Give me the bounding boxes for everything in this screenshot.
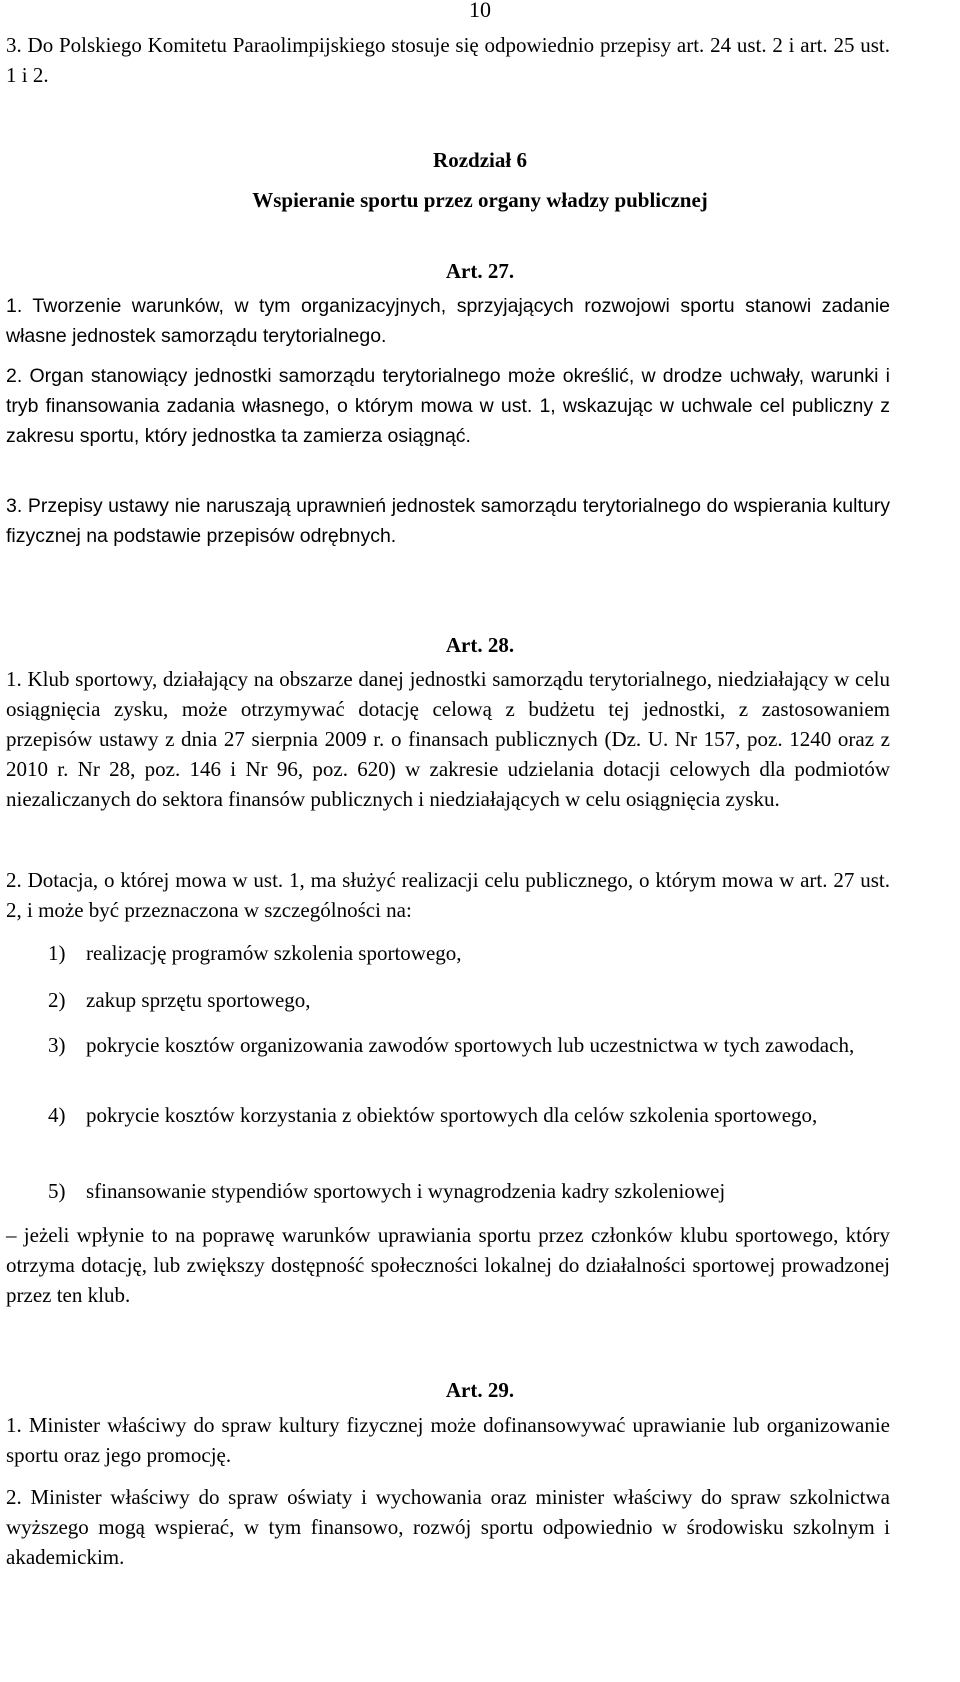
art29-heading: Art. 29. [445, 1378, 515, 1402]
list-item-number: 4) [48, 1103, 66, 1127]
art28-closing-clause: – jeżeli wpłynie to na poprawę warunków uprawiania sportu przez członków klubu sportowego, który otrzyma dotację, lub zwiększy dostępność społeczności lokalnej do działalności sportowej prowadzonej przez ten klub. [6, 1223, 890, 1307]
list-item-number: 5) [48, 1179, 66, 1203]
list-item-number: 2) [48, 988, 66, 1012]
list-item [48, 1030, 890, 1060]
list-item-text: pokrycie kosztów korzystania z obiektów sportowych dla celów szkolenia sportowego, [86, 1103, 818, 1127]
art28-paragraph-1: 1. Klub sportowy, działający na obszarze danej jednostki samorządu terytorialnego, niedziałający w celu osiągnięcia zysku, może otrzymywać dotację celową z budżetu tej jednostki, z zastosowaniem przepisów ustawy z dnia 27 sierpnia 2009 r. o finansach publicznych (Dz. U. Nr 157, poz. 1240 oraz z 2010 r. Nr 28, poz. 146 i Nr 96, poz. 620) w zakresie udzielania dotacji celowych dla podmiotów niezaliczanych do sektora finansów publicznych i niedziałających w celu osiągnięcia zysku. [6, 667, 890, 811]
list-item [48, 938, 890, 968]
art27-heading: Art. 27. [445, 259, 515, 283]
art27-paragraph-2: 2. Organ stanowiący jednostki samorządu terytorialnego może określić, w drodze uchwały, warunki i tryb finansowania zadania własnego, o którym mowa w ust. 1, wskazując w uchwale cel publiczny z zakresu sportu, który jednostka ta zamierza osiągnąć. [6, 365, 890, 447]
chapter-label: Rozdział 6 [433, 148, 527, 172]
list-item-number: 1) [48, 941, 66, 965]
list-item-number: 3) [48, 1033, 66, 1057]
art28-heading: Art. 28. [445, 633, 515, 657]
art29-paragraph-1: 1. Minister właściwy do spraw kultury fizycznej może dofinansowywać uprawianie lub organizowanie sportu oraz jego promocję. [6, 1413, 890, 1467]
art26-paragraph-3: 3. Do Polskiego Komitetu Paraolimpijskiego stosuje się odpowiednio przepisy art. 24 ust. 2 i art. 25 ust. 1 i 2. [6, 33, 890, 87]
chapter-title: Wspieranie sportu przez organy władzy publicznej [252, 188, 708, 212]
art29-paragraph-2: 2. Minister właściwy do spraw oświaty i wychowania oraz minister właściwy do spraw szkolnictwa wyższego mogą wspierać, w tym finansowo, rozwój sportu odpowiednio w środowisku szkolnym i akademickim. [6, 1485, 890, 1569]
art27-paragraph-3: 3. Przepisy ustawy nie naruszają uprawnień jednostek samorządu terytorialnego do wspierania kultury fizycznej na podstawie przepisów odrębnych. [6, 495, 890, 547]
list-item-text: pokrycie kosztów organizowania zawodów sportowych lub uczestnictwa w tych zawodach, [86, 1033, 855, 1057]
list-item [48, 985, 890, 1015]
list-item [48, 1100, 890, 1130]
list-item [48, 1176, 890, 1206]
list-item-text: zakup sprzętu sportowego, [86, 988, 311, 1012]
art27-paragraph-1: 1. Tworzenie warunków, w tym organizacyjnych, sprzyjających rozwojowi sportu stanowi zadanie własne jednostek samorządu terytorialnego. [6, 295, 890, 347]
list-item-text: realizację programów szkolenia sportowego, [86, 941, 462, 965]
page-number: 10 [469, 0, 491, 22]
art28-paragraph-2: 2. Dotacja, o której mowa w ust. 1, ma służyć realizacji celu publicznego, o którym mowa w art. 27 ust. 2, i może być przeznaczona w szczególności na: [6, 868, 890, 922]
list-item-text: sfinansowanie stypendiów sportowych i wynagrodzenia kadry szkoleniowej [86, 1179, 726, 1203]
